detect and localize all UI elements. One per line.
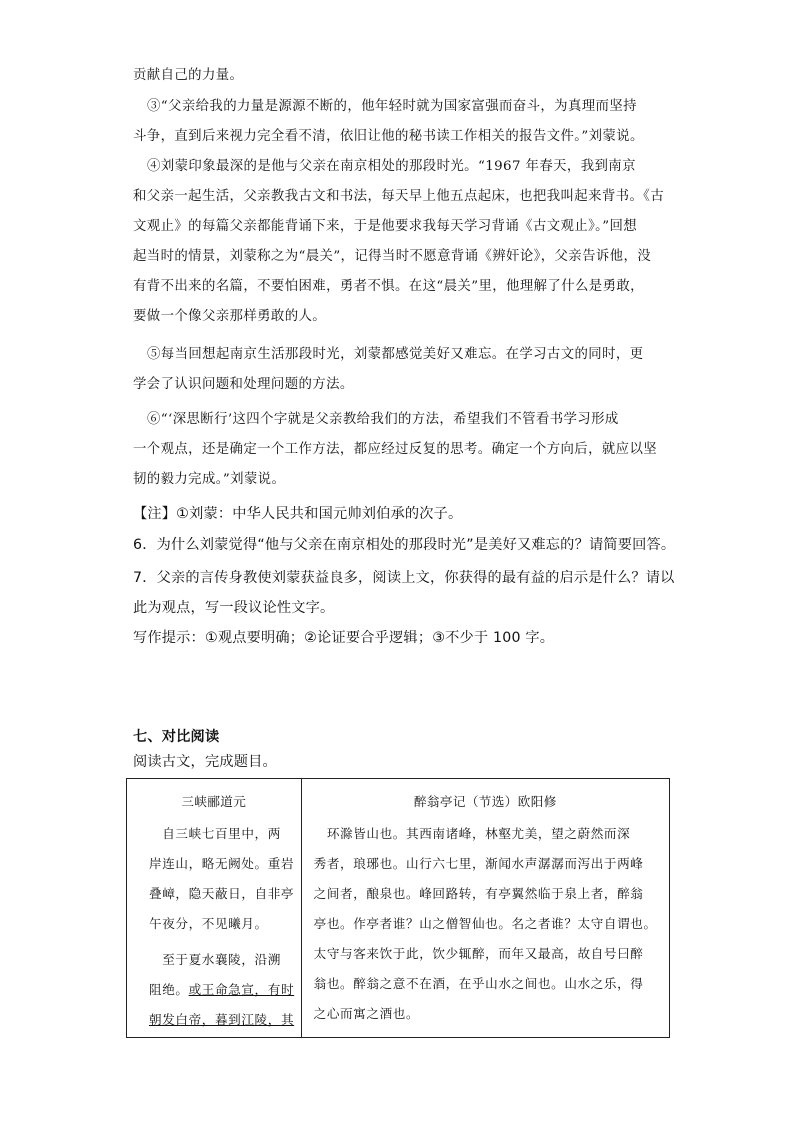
comparison-table: [126, 778, 670, 1038]
left-line: 自三峡七百里中，两: [149, 826, 281, 841]
paragraph-6-line-2: 一个观点，还是确定一个工作方法，都应经过反复的思考。确定一个方向后，就应以坚: [133, 442, 658, 457]
right-line: 翁也。醉翁之意不在酒，在乎山水之间也。山水之乐，得: [313, 976, 644, 991]
paragraph-4-line-5: 有背不出来的名篇，不要怕困难，勇者不惧。在这“晨关”里，他理解了什么是勇敢，: [133, 279, 644, 294]
left-line-tail: 其: [280, 1012, 295, 1027]
footnote: 【注】①刘蒙：中华人民共和国元帅刘伯承的次子。: [133, 506, 463, 522]
question-7-line-1: 7．父亲的言传身教使刘蒙获益良多，阅读上文，你获得的最有益的启示是什么？请以: [133, 570, 675, 586]
underlined-text: 朝发白帝，暮到江陵，: [149, 1012, 281, 1027]
left-line: [149, 1005, 301, 1035]
left-line: 叠嶂，隐天蔽日，自非亭: [149, 886, 295, 901]
paragraph-3-line-1: ③“父亲给我的力量是源源不断的，他年轻时就为国家富强而奋斗，为真理而坚持: [147, 99, 637, 114]
section-7-title: 七、对比阅读: [133, 729, 220, 745]
paragraph-5-line-1: ⑤每当回想起南京生活那段时光，刘蒙都感觉美好又难忘。在学习古文的同时，更: [147, 347, 644, 362]
right-line: 之心而寓之酒也。: [313, 1006, 420, 1021]
paragraph-5-line-2: 学会了认识问题和处理问题的方法。: [133, 377, 354, 392]
paragraph-6-line-3: 韧的毅力完成。”刘蒙说。: [133, 472, 286, 487]
paragraph-4-line-3: 文观止》的每篇父亲都能背诵下来，于是他要求我每天学习背诵《古文观止》。”回想: [133, 219, 638, 234]
right-passage-title: 醉翁亭记（节选）欧阳修: [413, 794, 557, 809]
article-line: 贡献自己的力量。: [133, 68, 244, 83]
question-7-line-2: 此为观点，写一段议论性文字。: [133, 600, 335, 616]
left-passage-title: 三峡郦道元: [181, 794, 247, 809]
left-line: [149, 975, 301, 1005]
section-7-instruction: 阅读古文，完成题目。: [133, 754, 277, 770]
question-6: 6．为什么刘蒙觉得“他与父亲在南京相处的那段时光”是美好又难忘的？请简要回答。: [133, 537, 676, 553]
left-cell: [127, 779, 302, 1038]
paragraph-6-line-1: ⑥“‘深思断行’这四个字就是父亲教给我们的方法，希望我们不管看书学习形成: [147, 412, 619, 427]
left-passage-body: [127, 819, 301, 1035]
paragraph-4-line-1: ④刘蒙印象最深的是他与父亲在南京相处的那段时光。“1967 年春天，我到南京: [147, 159, 636, 174]
right-line: 环滁皆山也。其西南诸峰，林壑尤美，望之蔚然而深: [313, 826, 631, 841]
left-line-text: 阻绝。: [149, 982, 189, 997]
right-line: 秀者，琅琊也。山行六七里，渐闻水声潺潺而泻出于两峰: [313, 856, 644, 871]
right-line: 太守与客来饮于此，饮少辄醉，而年又最高，故自号曰醉: [313, 946, 644, 961]
right-cell: [301, 779, 669, 1038]
right-line: 之间者，酿泉也。峰回路转，有亭翼然临于泉上者，醉翁: [313, 886, 644, 901]
paragraph-4-line-2: 和父亲一起生活，父亲教我古文和书法，每天早上他五点起床，也把我叫起来背书。《古: [133, 189, 665, 204]
left-line: 岸连山，略无阙处。重岩: [149, 856, 295, 871]
underlined-text: 或王命急宣，有时: [188, 982, 295, 997]
paragraph-3-line-2: 斗争，直到后来视力完全看不清，依旧让他的秘书读工作相关的报告文件。”刘蒙说。: [133, 129, 644, 144]
left-line: 至于夏水襄陵，沿溯: [149, 952, 281, 967]
right-line: 亭也。作亭者谁？山之僧智仙也。名之者谁？太守自谓也。: [313, 916, 657, 931]
writing-tips: 写作提示：①观点要明确；②论证要合乎逻辑；③不少于 100 字。: [133, 630, 555, 646]
paragraph-4-line-6: 要做一个像父亲那样勇敢的人。: [133, 309, 327, 324]
right-passage-body: [302, 819, 669, 1029]
paragraph-4-line-4: 起当时的情景，刘蒙称之为“晨关”，记得当时不愿意背诵《辨奸论》，父亲告诉他，没: [133, 249, 652, 264]
left-line: 午夜分，不见曦月。: [149, 916, 268, 931]
